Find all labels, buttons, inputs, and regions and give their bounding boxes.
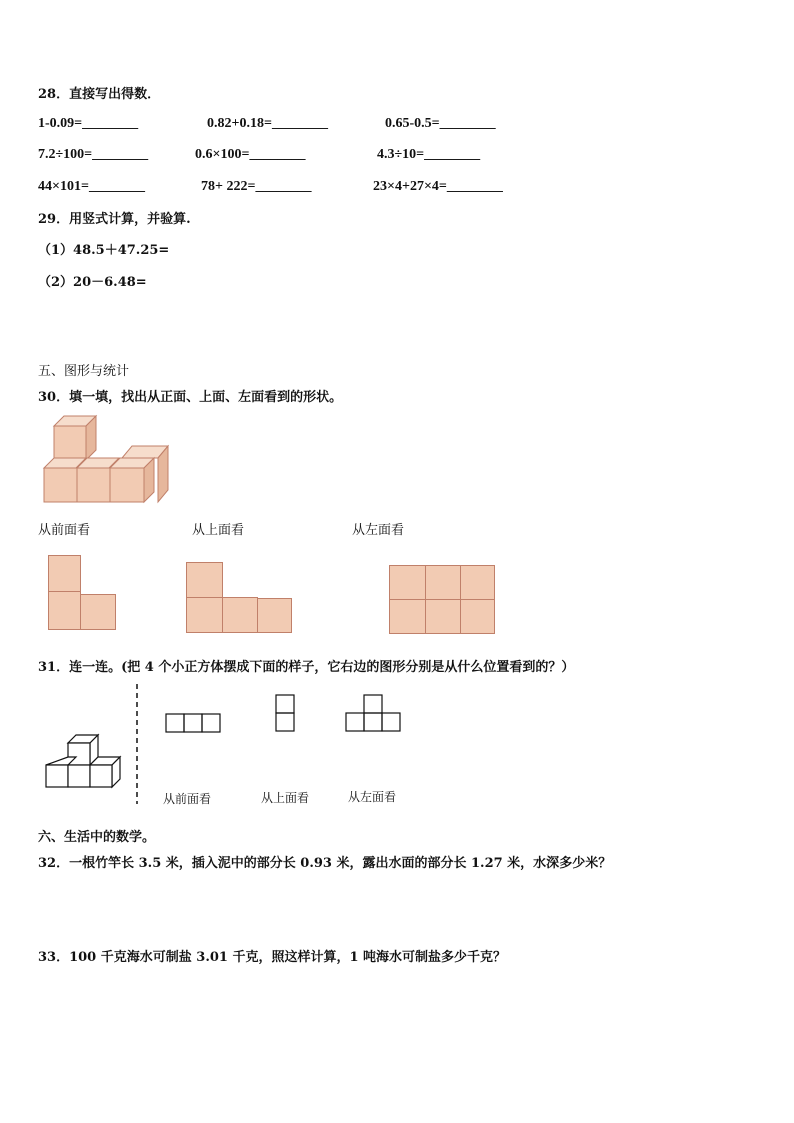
q28-r3c3: 23×4+27×4=________	[373, 179, 503, 194]
q33-title: 33．100 千克海水可制盐 3.01 千克，照这样计算，1 吨海水可制盐多少千克？	[38, 950, 507, 965]
q31-label-front: 从前面看	[163, 792, 212, 806]
q28-r1c1: 1-0.09=________	[38, 116, 139, 131]
q29-item-2: （2）20－6.48=	[38, 275, 147, 290]
q28-r1c2: 0.82+0.18=________	[207, 116, 328, 131]
q31-cube-figure	[44, 732, 126, 792]
q30-label-front: 从前面看	[38, 523, 91, 538]
q31-title: 31．连一连。(把 4 个小正方体摆成下面的样子，它右边的图形分别是从什么位置看到的？）	[38, 660, 575, 675]
q30-cube-figure	[40, 412, 172, 506]
q31-view-row	[165, 713, 223, 735]
q29-item-1: （1）48.5＋47.25=	[38, 243, 170, 258]
q28-r2c1: 7.2÷100=________	[38, 147, 149, 162]
q29-title: 29．用竖式计算，并验算.	[38, 212, 191, 227]
q31-view-column	[275, 694, 297, 736]
q30-left-view	[389, 565, 497, 635]
q30-label-top: 从上面看	[192, 523, 245, 538]
q28-r2c3: 4.3÷10=________	[377, 147, 481, 162]
q28-r1c3: 0.65-0.5=________	[385, 116, 496, 131]
q31-dashed-divider	[134, 684, 140, 804]
q28-r3c2: 78+ 222=________	[201, 179, 312, 194]
q31-view-t-shape	[345, 694, 405, 736]
section-6-heading: 六、生活中的数学。	[38, 830, 156, 845]
q28-r2c2: 0.6×100=________	[195, 147, 306, 162]
q28-r3c1: 44×101=________	[38, 179, 145, 194]
q30-title: 30．填一填，找出从正面、上面、左面看到的形状。	[38, 390, 343, 405]
q30-label-left: 从左面看	[352, 523, 405, 538]
q31-label-top: 从上面看	[261, 791, 310, 805]
q28-title: 28．直接写出得数．	[38, 87, 161, 102]
q30-top-view	[186, 562, 294, 634]
section-5-heading: 五、图形与统计	[38, 364, 130, 379]
q30-front-view	[48, 555, 118, 631]
q32-title: 32．一根竹竿长 3.5 米，插入泥中的部分长 0.93 米，露出水面的部分长 1.27 米，水深多少米？	[38, 856, 612, 871]
q31-label-left: 从左面看	[348, 790, 397, 804]
